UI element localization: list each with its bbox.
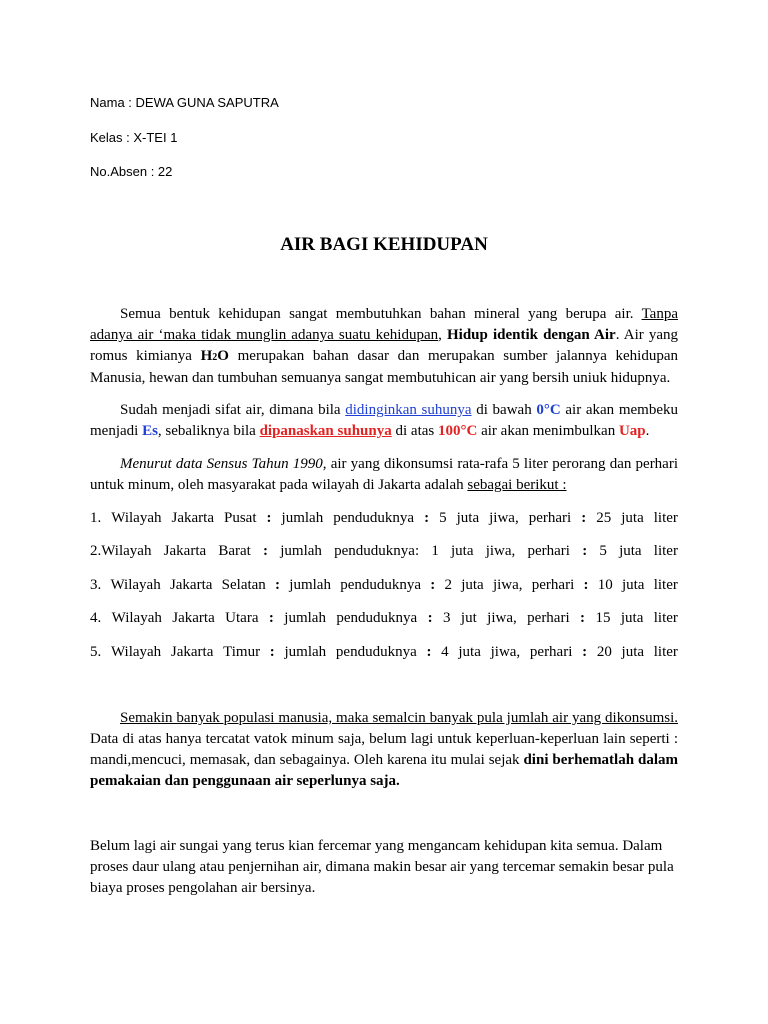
underlined-phrase: sebagai berikut : [467,477,567,493]
list-item: 2.Wilayah Jakarta Barat : jumlah penduduknya: 1 juta jiwa, perhari : 5 juta liter [90,543,678,559]
paragraph-census: Menurut data Sensus Tahun 1990, air yang dikonsumsi rata-rafa 5 liter perorang dan perhari untuk minum, oleh masyarakat pada wilayah di Jakarta adalah sebagai berikut : [90,456,679,493]
list-item: 3. Wilayah Jakarta Selatan : jumlah penduduknya : 2 juta jiwa, perhari : 10 juta liter [90,577,678,593]
blue-underlined-phrase: didinginkan suhunya [345,402,472,418]
underlined-phrase: Tanpa adanya air ‘maka tidak munglin adanya suatu kehidupan [90,306,678,343]
freezing-temperature: 0°C [536,402,561,418]
student-absen-number: No.Absen : 22 [90,164,173,179]
steam-word: Uap [618,423,646,439]
paragraph-pollution: Belum lagi air sungai yang terus kian fercemar yang mengancam kehidupan kita semua. Dalam proses daur ulang atau penjernihan air, dimana makin besar air yang tercemar semakin besar pula biaya proses pengolahan air bersinya. [90,838,674,896]
chemical-formula: H2O [200,348,229,364]
student-name: Nama : DEWA GUNA SAPUTRA [90,95,279,110]
red-underlined-phrase: dipanaskan suhunya [259,423,392,439]
list-item: 4. Wilayah Jakarta Utara : jumlah penduduknya : 3 jut jiwa, perhari : 15 juta liter [90,610,678,626]
list-item: 1. Wilayah Jakarta Pusat : jumlah penduduknya : 5 juta jiwa, perhari : 25 juta liter [90,510,678,526]
boiling-temperature: 100°C [438,423,478,439]
ice-word: Es [142,423,158,439]
bold-phrase: dini berhematlah dalam pemakaian dan penggunaan air seperlunya saja. [90,752,678,789]
italic-phrase: Menurut data Sensus Tahun 1990 [120,456,323,472]
underlined-phrase: Semakin banyak populasi manusia, maka semalcin banyak pula jumlah air yang dikonsumsi. [120,710,678,726]
document-title: AIR BAGI KEHIDUPAN [280,234,488,255]
paragraph-properties: Sudah menjadi sifat air, dimana bila didinginkan suhunya di bawah 0°C air akan membeku menjadi Es, sebaliknya bila dipanaskan suhunya di atas 100°C air akan menimbulkan Uap. [90,402,678,439]
student-class: Kelas : X-TEI 1 [90,130,178,145]
paragraph-intro: Semua bentuk kehidupan sangat membutuhkan bahan mineral yang berupa air. Tanpa adanya air ‘maka tidak munglin adanya suatu kehidupan, Hidup identik dengan Air. Air yang romus kimianya H2O merupakan bahan dasar dan merupakan sumber jalannya kehidupan Manusia, hewan dan tumbuhan semuanya sangat membutuhican air yang bersih uniuk hidupnya. [90,306,679,386]
bold-phrase: Hidup identik dengan Air [447,327,616,343]
paragraph-population: Semakin banyak populasi manusia, maka semalcin banyak pula jumlah air yang dikonsumsi. Data di atas hanya tercatat vatok minum saja, belum lagi untuk keperluan-keperluan lain seperti : mandi,mencuci, memasak, dan sebagainya. Oleh karena itu mulai sejak dini berhematlah dalam pemakaian dan penggunaan air seperlunya saja. [90,710,678,789]
list-item: 5. Wilayah Jakarta Timur : jumlah penduduknya : 4 juta jiwa, perhari : 20 juta liter [90,644,678,660]
